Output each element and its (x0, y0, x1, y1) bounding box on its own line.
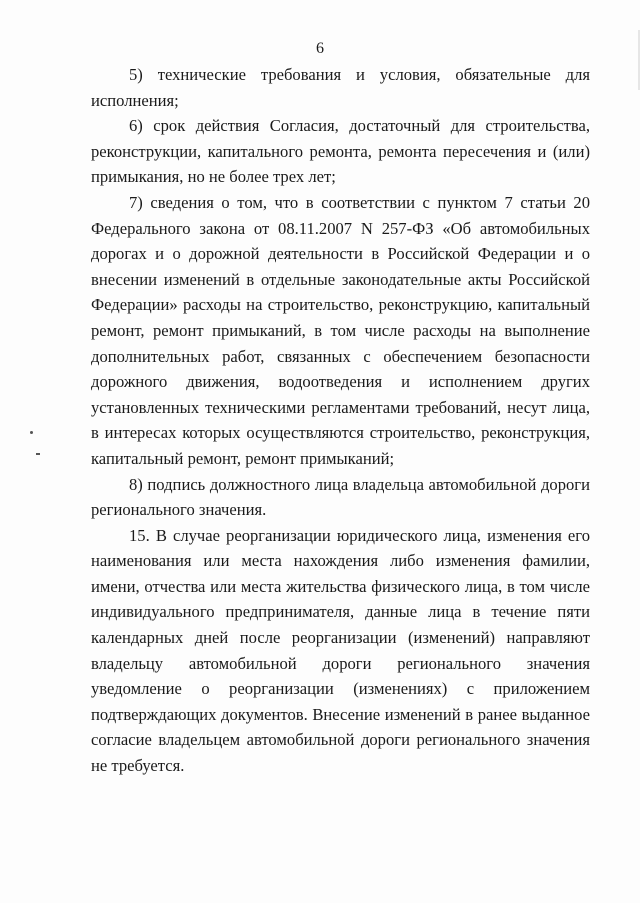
paragraph-item-7: 7) сведения о том, что в соответствии с пунктом 7 статьи 20 Федерального закона от 08.11.2007 N 257-ФЗ «Об автомобильных дорогах и о дорожной деятельности в Российской Федерации и о внесении изменений в отдельные законодательные акты Российской Федерации» расходы на строительство, реконструкцию, капитальный ремонт, ремонт примыканий, в том числе расходы на выполнение дополнительных работ, связанных с обеспечением безопасности дорожного движения, водоотведения и исполнением других установленных техническими регламентами требований, несут лица, в интересах которых осуществляются строительство, реконструкция, капитальный ремонт, ремонт примыканий; (91, 192, 590, 468)
scan-speck (36, 453, 40, 455)
page-number: 6 (316, 40, 324, 57)
paragraph-item-8: 8) подпись должностного лица владельца автомобильной дороги регионального значения. (91, 474, 590, 520)
scan-speck (30, 431, 33, 434)
document-body (91, 62, 590, 779)
paragraph-clause-15: 15. В случае реорганизации юридического лица, изменения его наименования или места нахождения либо изменения фамилии, имени, отчества или места жительства физического лица, в том числе индивидуального предпринимателя, данные лица в течение пяти календарных дней после реорганизации (изменений) направляют владельцу автомобильной дороги регионального значения уведомление о реорганизации (изменениях) с приложением подтверждающих документов. Внесение изменений в ранее выданное согласие владельцем автомобильной дороги регионального значения не требуется. (91, 525, 590, 776)
paragraph-item-6: 6) срок действия Согласия, достаточный для строительства, реконструкции, капитального ремонта, ремонта пересечения и (или) примыкания, но не более трех лет; (91, 116, 590, 187)
paragraph-item-5: 5) технические требования и условия, обязательные для исполнения; (91, 65, 590, 110)
